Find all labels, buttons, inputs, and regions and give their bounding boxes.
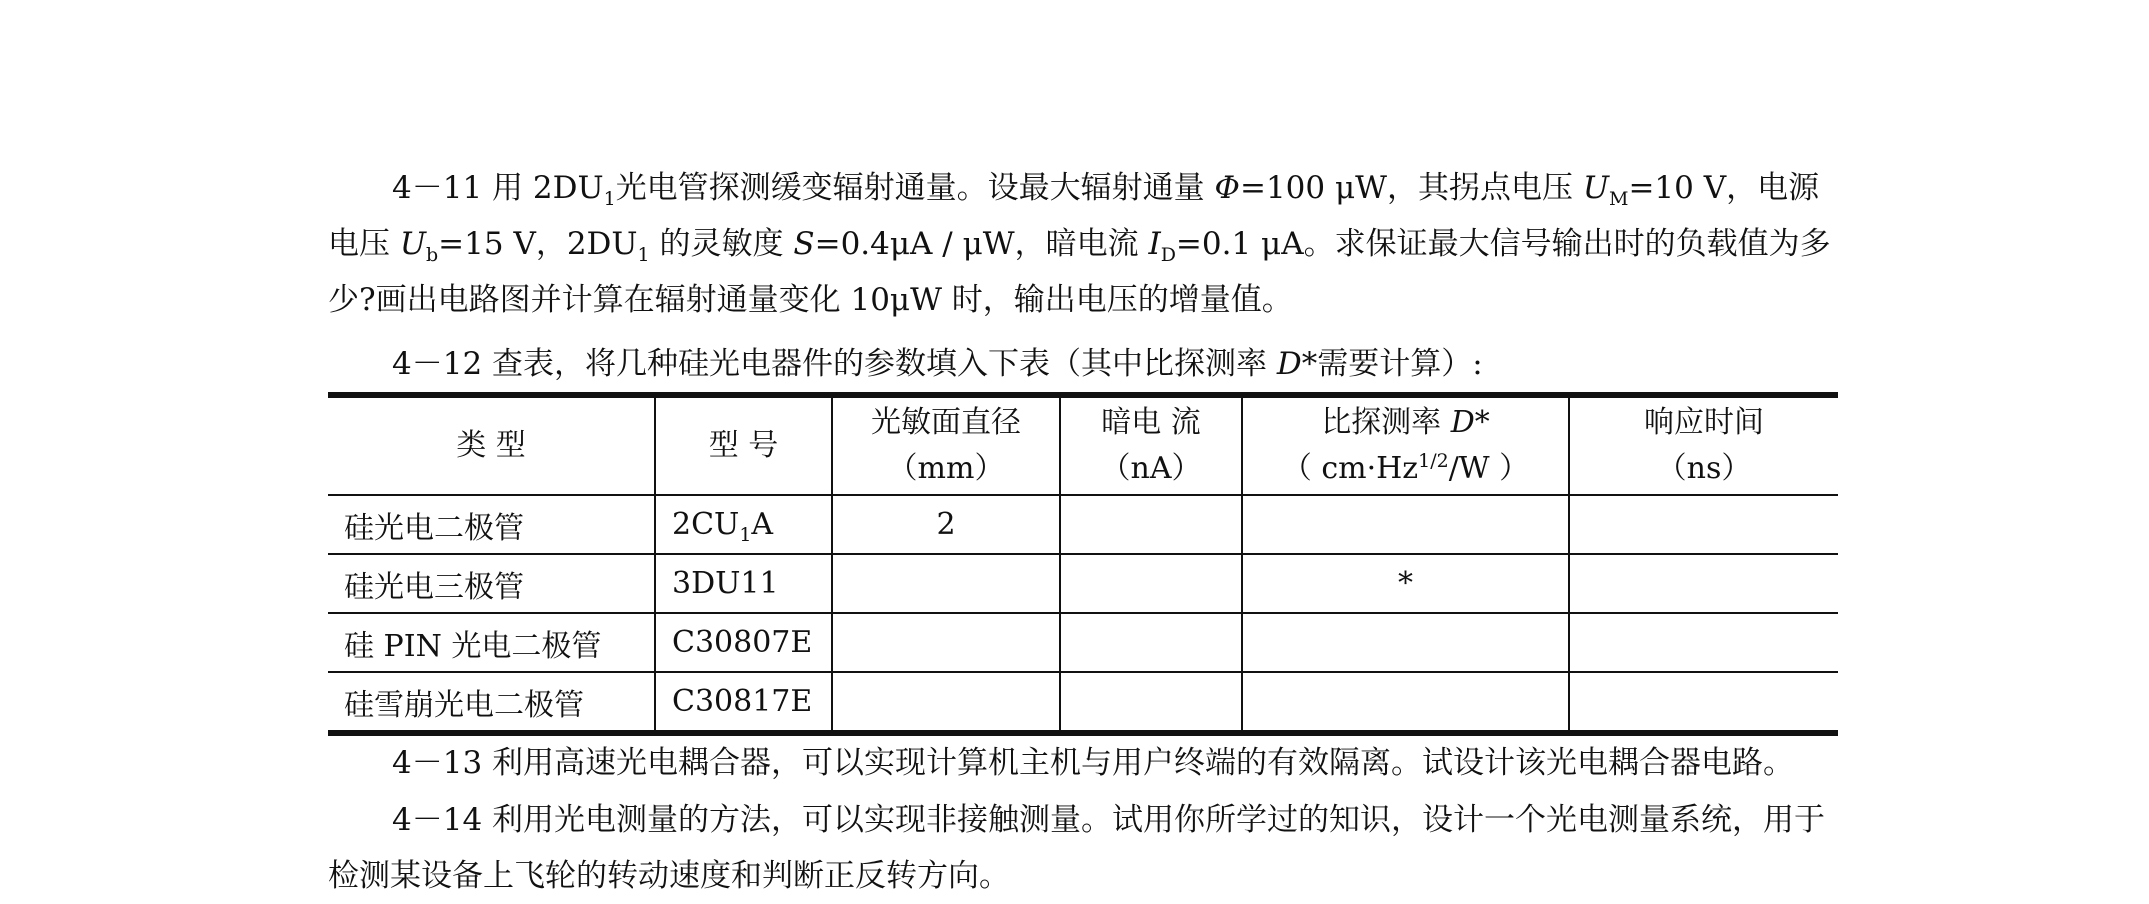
problem-number: 4－14: [392, 802, 483, 838]
cell-dark-current: [1060, 613, 1242, 672]
cell-type: 硅雪崩光电二极管: [328, 672, 655, 733]
cell-diameter: [832, 672, 1060, 733]
problem-number: 4－11: [392, 170, 483, 206]
table-row: [328, 672, 1838, 733]
cell-model: C30817E: [655, 672, 832, 733]
problem-number: 4－13: [392, 745, 483, 781]
cell-model: 3DU11: [655, 554, 832, 613]
header-model: 型 号: [655, 395, 832, 495]
cell-response-time: [1569, 554, 1838, 613]
cell-model: $2CU_1A$: [655, 495, 832, 554]
cell-type: 硅 PIN 光电二极管: [328, 613, 655, 672]
cell-diameter: 2: [832, 495, 1060, 554]
cell-type: 硅光电二极管: [328, 495, 655, 554]
cell-dark-current: [1060, 554, 1242, 613]
cell-type: 硅光电三极管: [328, 554, 655, 613]
cell-diameter: [832, 613, 1060, 672]
table-row: [328, 613, 1838, 672]
cell-detectivity: [1242, 672, 1569, 733]
cell-detectivity: [1242, 613, 1569, 672]
cell-response-time: [1569, 613, 1838, 672]
table-row: [328, 495, 1838, 554]
problem-4-12: 4－12 查表，将几种硅光电器件的参数填入下表（其中比探测率 D*需要计算）:: [392, 346, 1483, 382]
cell-detectivity: [1242, 495, 1569, 554]
problem-4-14: 4－14 利用光电测量的方法，可以实现非接触测量。试用你所学过的知识，设计一个光电测量系统，用于检测某设备上飞轮的转动速度和判断正反转方向。: [328, 802, 1826, 894]
header-dark-current: 暗电 流 （nA）: [1060, 395, 1242, 495]
table-header-row: [328, 395, 1838, 495]
cell-dark-current: [1060, 672, 1242, 733]
table-row: [328, 554, 1838, 613]
problem-4-11: 4－11 用 $2DU_1$光电管探测缓变辐射通量。设最大辐射通量 Φ=100 μW，其拐点电压 $U_M=10$ V，电源电压 $U_b=15$ V，$2DU_1$ 的灵敏度 S=0.4μA / μW，暗电流 $I_D=0.1$ μA。求保证最大信号输出时的负载值为多少?画出电路图并计算在辐射通量变化 10μW 时，输出电压的增量值。: [328, 170, 1831, 318]
cell-response-time: [1569, 495, 1838, 554]
problem-number: 4－12: [392, 346, 483, 382]
header-type: 类 型: [328, 395, 655, 495]
cell-detectivity: *: [1242, 554, 1569, 613]
cell-diameter: [832, 554, 1060, 613]
cell-model: C30807E: [655, 613, 832, 672]
cell-response-time: [1569, 672, 1838, 733]
cell-dark-current: [1060, 495, 1242, 554]
parameter-table: [328, 392, 1838, 736]
header-diameter: 光敏面直径 （mm）: [832, 395, 1060, 495]
header-detectivity: 比探测率 D* （ $cm\cdot Hz^{1/2}/W$ ）: [1242, 395, 1569, 495]
header-response-time: 响应时间 （ns）: [1569, 395, 1838, 495]
problem-4-13: 4－13 利用高速光电耦合器，可以实现计算机主机与用户终端的有效隔离。试设计该光电耦合器电路。: [392, 745, 1795, 781]
